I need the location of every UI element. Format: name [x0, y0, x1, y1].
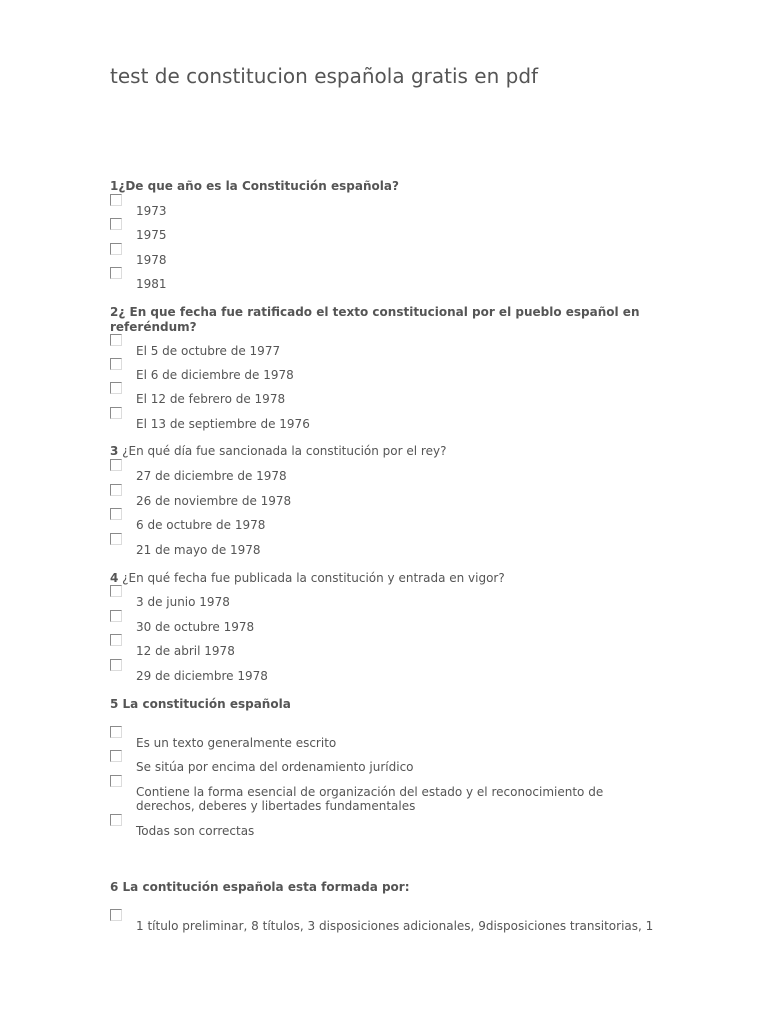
question-text: ¿En qué fecha fue publicada la constitución y entrada en vigor? [118, 571, 505, 585]
option-label: 1978 [136, 253, 167, 267]
question-1 [110, 179, 640, 194]
checkbox[interactable] [110, 358, 122, 370]
option-label: El 5 de octubre de 1977 [136, 344, 281, 358]
option-label: 1975 [136, 228, 167, 242]
option-label: El 13 de septiembre de 1976 [136, 417, 310, 431]
option-label: Contiene la forma esencial de organización del estado y el reconocimiento de derechos, deberes y libertades fundamentales [136, 785, 604, 813]
option-label: 1973 [136, 204, 167, 218]
option-label: 30 de octubre 1978 [136, 620, 255, 634]
question-4 [110, 571, 640, 586]
option-label: 3 de junio 1978 [136, 595, 230, 609]
checkbox[interactable] [110, 533, 122, 545]
option-label: 6 de octubre de 1978 [136, 518, 266, 532]
option-label: El 6 de diciembre de 1978 [136, 368, 294, 382]
question-text: ¿De que año es la Constitución española? [118, 179, 399, 193]
question-5 [110, 697, 640, 712]
question-text: La contitución española esta formada por: [118, 880, 410, 894]
question-number: 6 [110, 880, 119, 894]
question-number: 4 [110, 571, 119, 585]
question-text: ¿En qué día fue sancionada la constitución por el rey? [118, 444, 447, 458]
option-label: Todas son correctas [136, 824, 255, 838]
checkbox[interactable] [110, 218, 122, 230]
checkbox[interactable] [110, 909, 122, 921]
question-2 [110, 305, 640, 335]
checkbox[interactable] [110, 508, 122, 520]
checkbox[interactable] [110, 334, 122, 346]
option-label: 12 de abril 1978 [136, 644, 235, 658]
question-6 [110, 880, 640, 895]
question-3 [110, 444, 640, 459]
page-title: test de constitucion española gratis en pdf [110, 64, 539, 88]
option-label: El 12 de febrero de 1978 [136, 392, 286, 406]
checkbox[interactable] [110, 267, 122, 279]
question-text: La constitución española [118, 697, 291, 711]
option-label: 21 de mayo de 1978 [136, 543, 261, 557]
checkbox[interactable] [110, 750, 122, 762]
checkbox[interactable] [110, 194, 122, 206]
question-number: 1 [110, 179, 119, 193]
checkbox[interactable] [110, 610, 122, 622]
question-text: ¿ En que fecha fue ratificado el texto constitucional por el pueblo español en referéndum? [110, 305, 640, 334]
checkbox[interactable] [110, 484, 122, 496]
checkbox[interactable] [110, 585, 122, 597]
option-label: Se sitúa por encima del ordenamiento jurídico [136, 760, 414, 774]
checkbox[interactable] [110, 775, 122, 787]
checkbox[interactable] [110, 726, 122, 738]
checkbox[interactable] [110, 459, 122, 471]
checkbox[interactable] [110, 814, 122, 826]
option-label: 29 de diciembre 1978 [136, 669, 268, 683]
question-number: 3 [110, 444, 119, 458]
option-label: 1981 [136, 277, 167, 291]
checkbox[interactable] [110, 659, 122, 671]
option-label: Es un texto generalmente escrito [136, 736, 337, 750]
question-number: 2 [110, 305, 119, 319]
checkbox[interactable] [110, 634, 122, 646]
option-label: 27 de diciembre de 1978 [136, 469, 287, 483]
question-number: 5 [110, 697, 119, 711]
option-label: 26 de noviembre de 1978 [136, 494, 292, 508]
checkbox[interactable] [110, 407, 122, 419]
checkbox[interactable] [110, 382, 122, 394]
option-label: 1 título preliminar, 8 títulos, 3 disposiciones adicionales, 9disposiciones transitorias, 1 [136, 919, 654, 933]
checkbox[interactable] [110, 243, 122, 255]
